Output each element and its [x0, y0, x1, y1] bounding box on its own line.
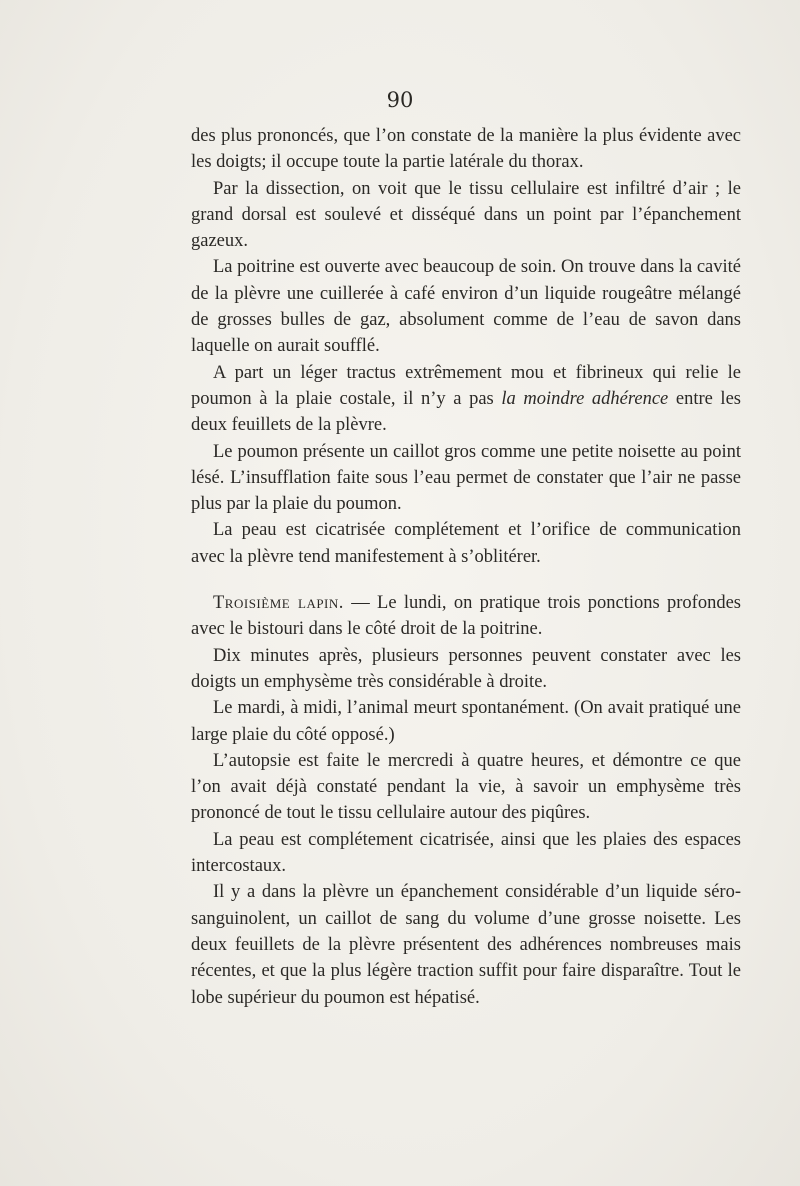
- page-number: 90: [386, 88, 414, 112]
- paragraph-4-text-end: entre les deux feuillets de la plèvre.: [191, 388, 741, 436]
- body-text: [191, 123, 741, 1011]
- paragraph-5: Le poumon présente un caillot gros comme une petite noisette au point lésé. L’insufflation faite sous l’eau permet de constater que l’air ne passe plus par la plaie du poumon.: [191, 441, 741, 515]
- section-heading: Troisième lapin.: [213, 593, 344, 614]
- paragraph-3: La poitrine est ouverte avec beaucoup de soin. On trouve dans la cavité de la plèvre une cuillerée à café environ d’un liquide rougeâtre mélangé de grosses bulles de gaz, absolument comme de l’eau de savon dans laquelle on aurait soufflé.: [191, 257, 741, 357]
- paragraph-1: des plus prononcés, que l’on constate de la manière la plus évidente avec les doigts; il occupe toute la partie latérale du thorax.: [191, 126, 741, 173]
- paragraph-4: [191, 360, 741, 439]
- paragraph-7-text: — Le lundi, on pratique trois ponctions profondes avec le bistouri dans le côté droit de la poitrine.: [191, 593, 741, 640]
- paragraph-9: Le mardi, à midi, l’animal meurt spontanément. (On avait pratiqué une large plaie du côté opposé.): [191, 698, 741, 745]
- paragraph-11: La peau est complétement cicatrisée, ainsi que les plaies des espaces intercostaux.: [191, 829, 741, 877]
- emphasis-text: la moindre adhérence: [501, 388, 669, 409]
- paragraph-10: L’autopsie est faite le mercredi à quatre heures, et démontre ce que l’on avait déjà constaté pendant la vie, à savoir un emphysème très prononcé de tout le tissu cellulaire autour des piqûres.: [191, 750, 741, 824]
- paragraph-4-text-start: A part un léger tractus extrêmement mou et fibrineux qui relie le poumon à la plaie costale, il n’y a pas: [191, 362, 741, 409]
- paragraph-8: Dix minutes après, plusieurs personnes peuvent constater avec les doigts un emphysème très considérable à droite.: [191, 645, 741, 692]
- paragraph-12: Il y a dans la plèvre un épanchement considérable d’un liquide séro-sanguinolent, un caillot de sang du volume d’une grosse noisette. Les deux feuillets de la plèvre présentent des adhérences nombreuses mais récentes, et que la plus légère traction suffit pour faire disparaître. Tout le lobe supérieur du poumon est hépatisé.: [191, 882, 741, 1008]
- paragraph-2: Par la dissection, on voit que le tissu cellulaire est infiltré d’air ; le grand dorsal est soulevé et disséqué dans un point par l’épanchement gazeux.: [191, 178, 741, 252]
- paragraph-7: [191, 590, 741, 643]
- paragraph-6: La peau est cicatrisée complétement et l’orifice de communication avec la plèvre tend manifestement à s’oblitérer.: [191, 520, 741, 567]
